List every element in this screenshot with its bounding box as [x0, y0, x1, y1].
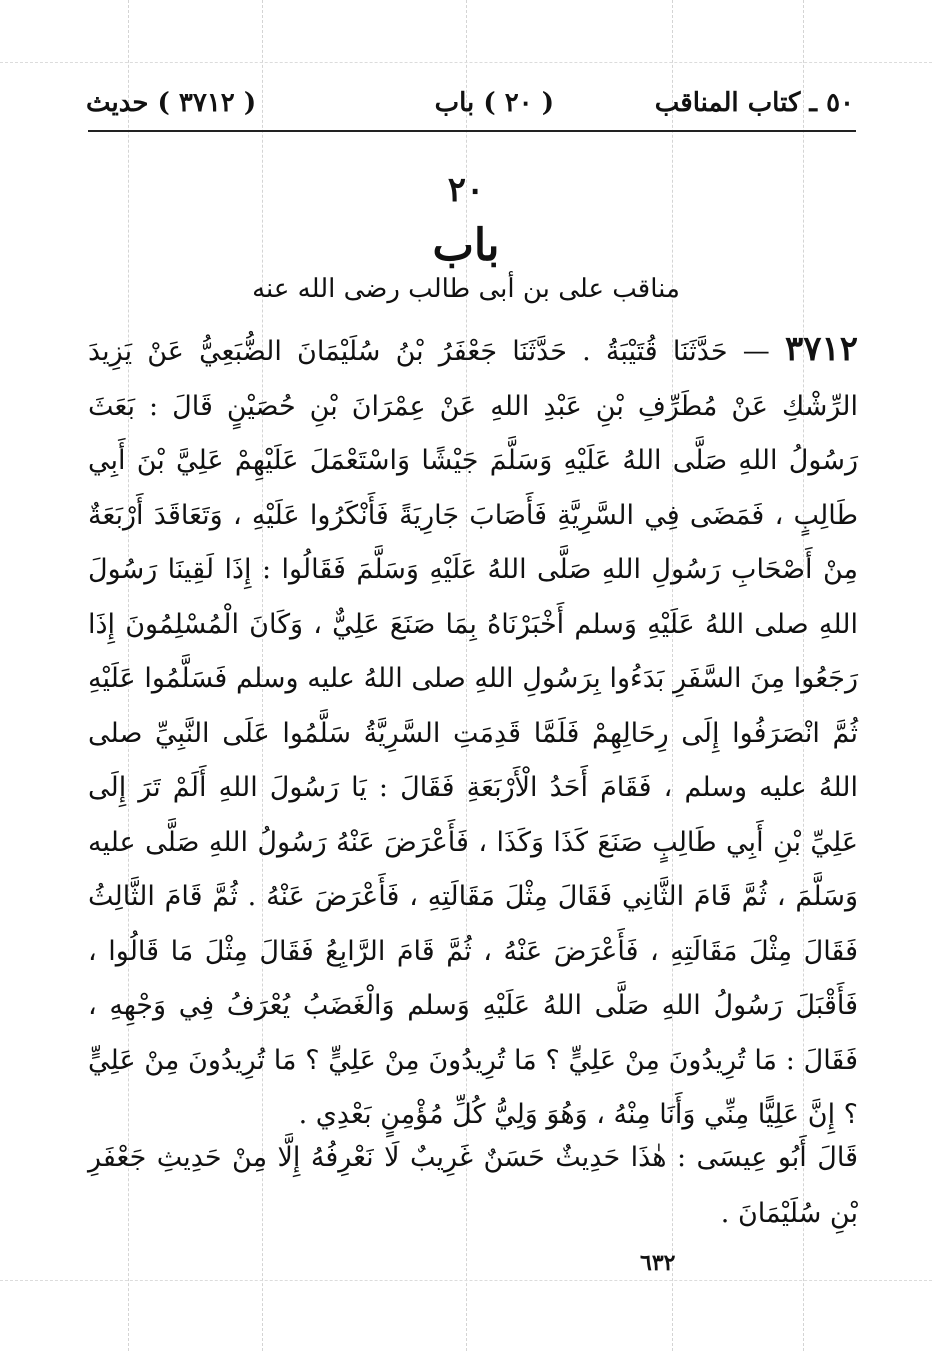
- hadith-text-block: [88, 322, 858, 1143]
- header-rule: [88, 130, 856, 132]
- scan-guide-line: [0, 62, 932, 63]
- chapter-title: باب: [432, 220, 500, 271]
- abu-isa-comment: قَالَ أَبُو عِيسَى : هٰذَا حَدِيثٌ حَسَنٌ غَرِيبٌ لَا نَعْرِفُهُ إِلَّا مِنْ حَدِيثِ جَعْفَرِ بْنِ سُلَيْمَانَ .: [88, 1142, 858, 1229]
- running-header: [86, 88, 854, 128]
- chapter-subtitle: مناقب على بن أبى طالب رضى الله عنه: [252, 274, 680, 304]
- hadith-number: ٣٧١٢: [784, 329, 859, 369]
- header-hadith-number: ( ٣٧١٢ ) حديث: [86, 88, 257, 118]
- scan-guide-line: [0, 1280, 932, 1281]
- header-chapter: ( ٢٠ ) باب: [434, 88, 554, 118]
- chapter-number: ٢٠: [447, 170, 485, 210]
- page-number: ٦٣٢: [640, 1250, 676, 1276]
- header-book-title: ٥٠ ـ كتاب المناقب: [654, 88, 854, 118]
- hadith-body: — حَدَّثَنَا قُتَيْبَةُ . حَدَّثَنَا جَعْفَرُ بْنُ سُلَيْمَانَ الضُّبَعِيُّ عَنْ يَزِيدَ الرِّشْكِ عَنْ مُطَرِّفِ بْنِ عَبْدِ اللهِ عَنْ عِمْرَانَ بْنِ حُصَيْنٍ قَالَ : بَعَثَ رَسُولُ اللهِ صَلَّى اللهُ عَلَيْهِ وَسَلَّمَ جَيْشًا وَاسْتَعْمَلَ عَلَيْهِمْ عَلِيَّ بْنَ أَبِي طَالِبٍ ، فَمَضَى فِي السَّرِيَّةِ فَأَصَابَ جَارِيَةً فَأَنْكَرُوا عَلَيْهِ ، وَتَعَاقَدَ أَرْبَعَةٌ مِنْ أَصْحَابِ رَسُولِ اللهِ صَلَّى اللهُ عَلَيْهِ وَسَلَّمَ فَقَالُوا : إِذَا لَقِينَا رَسُولَ اللهِ صلى اللهُ عَلَيْهِ وَسلم أَخْبَرْنَاهُ بِمَا صَنَعَ عَلِيٌّ ، وَكَانَ الْمُسْلِمُونَ إِذَا رَجَعُوا مِنَ السَّفَرِ بَدَءُوا بِرَسُولِ اللهِ صلى اللهُ عليه وسلم فَسَلَّمُوا عَلَيْهِ ثُمَّ انْصَرَفُوا إِلَى رِحَالِهِمْ فَلَمَّا قَدِمَتِ السَّرِيَّةُ سَلَّمُوا عَلَى النَّبِيِّ صلى اللهُ عليه وسلم ، فَقَامَ أَحَدُ الْأَرْبَعَةِ فَقَالَ : يَا رَسُولَ اللهِ أَلَمْ تَرَ إِلَى عَلِيِّ بْنِ أَبِي طَالِبٍ صَنَعَ كَذَا وَكَذَا ، فَأَعْرَضَ عَنْهُ رَسُولُ اللهِ صَلَّى عليه وَسَلَّمَ ، ثُمَّ قَامَ الثَّانِي فَقَالَ مِثْلَ مَقَالَتِهِ ، فَأَعْرَضَ عَنْهُ . ثُمَّ قَامَ الثَّالِثُ فَقَالَ مِثْلَ مَقَالَتِهِ ، فَأَعْرَضَ عَنْهُ ، ثُمَّ قَامَ الرَّابِعُ فَقَالَ مِثْلَ مَا قَالُوا ، فَأَقْبَلَ رَسُولُ اللهِ صَلَّى اللهُ عَلَيْهِ وَسلم وَالْغَضَبُ يُعْرَفُ فِي وَجْهِهِ ، فَقَالَ : مَا تُرِيدُونَ مِنْ عَلِيٍّ ؟ مَا تُرِيدُونَ مِنْ عَلِيٍّ ؟ مَا تُرِيدُونَ مِنْ عَلِيٍّ ؟ إِنَّ عَلِيًّا مِنِّي وَأَنَا مِنْهُ ، وَهُوَ وَلِيُّ كُلِّ مُؤْمِنٍ بَعْدِي .: [88, 336, 858, 1130]
